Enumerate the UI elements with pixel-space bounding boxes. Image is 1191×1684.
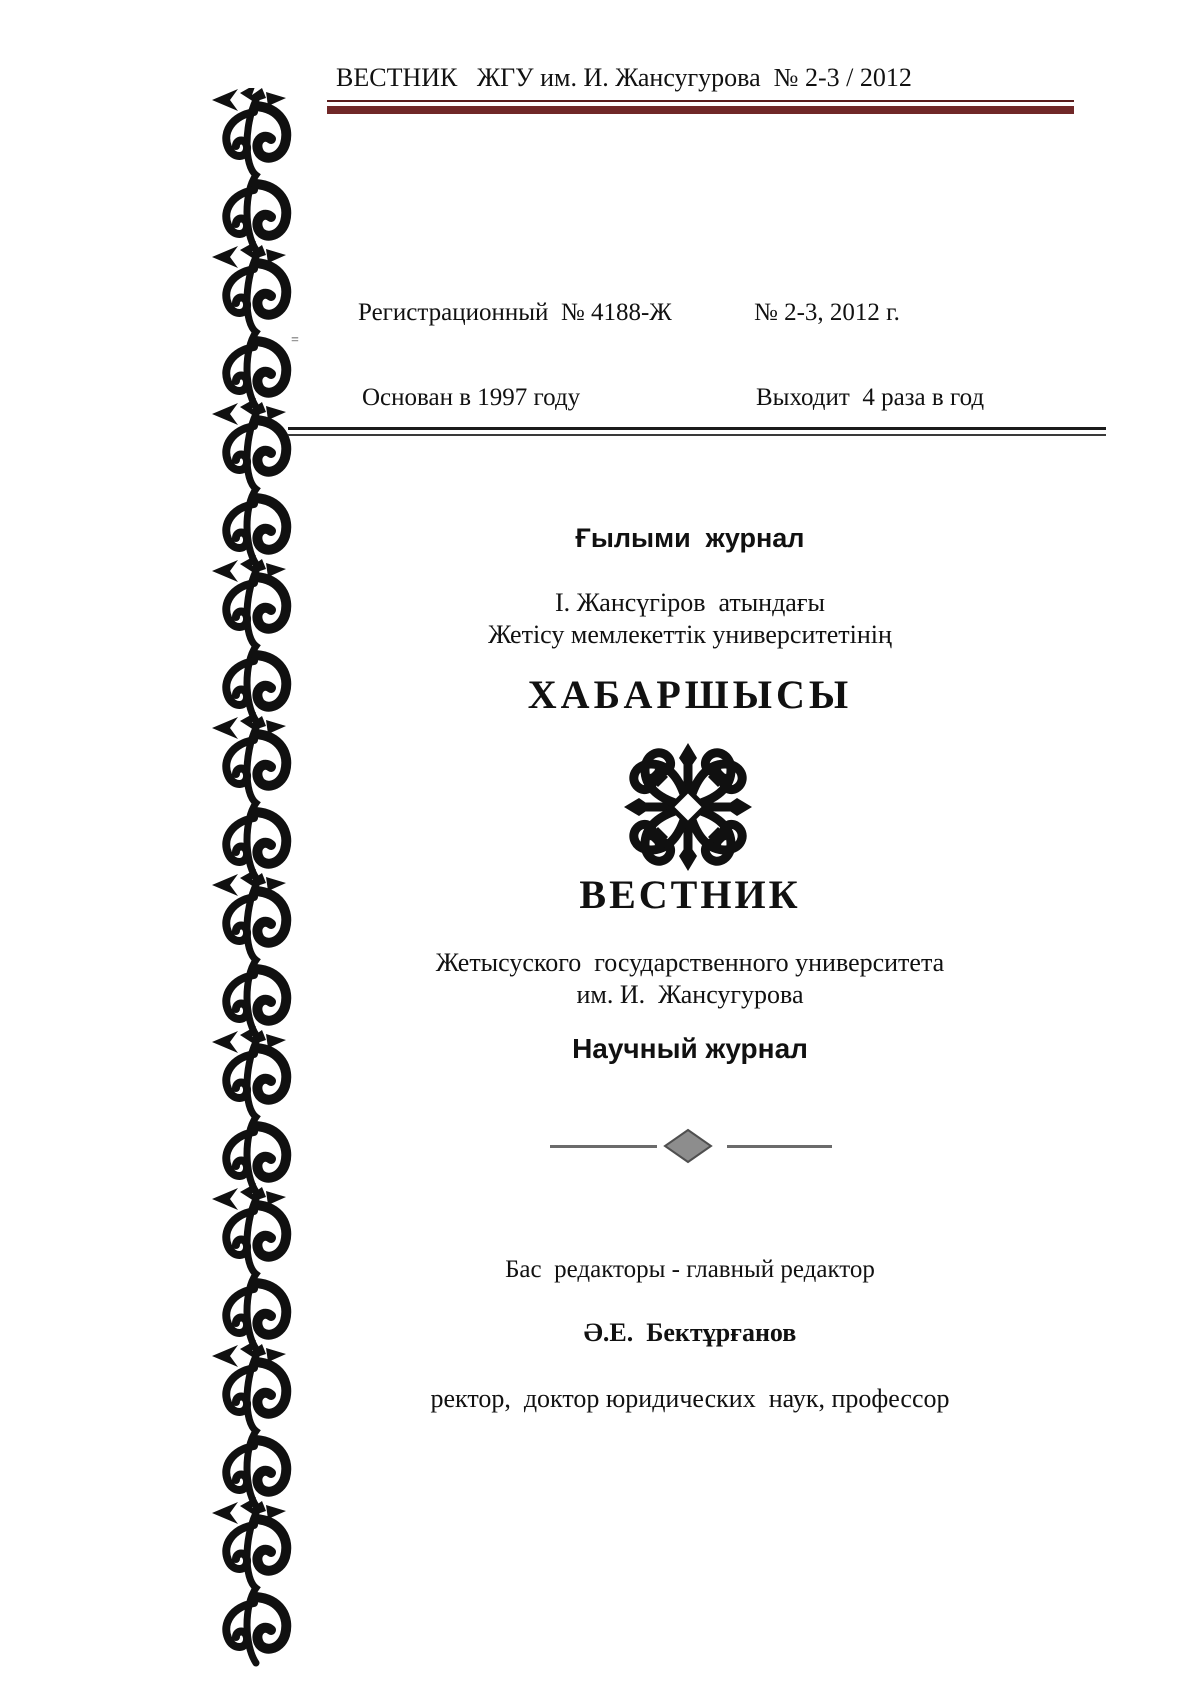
header-rule-thick [327, 106, 1074, 114]
russian-university-line1: Жетысуского государственного университета [435, 948, 945, 977]
chief-editor-label: Бас редакторы - главный редактор [505, 1256, 875, 1283]
russian-title: ВЕСТНИК [579, 872, 801, 917]
publication-frequency: Выходит 4 раза в год [756, 384, 985, 411]
founded-year: Основан в 1997 году [362, 384, 581, 411]
kazakh-title: ХАБАРШЫСЫ [527, 672, 853, 717]
scan-artifact-equals: = [291, 333, 299, 348]
section-divider-rule [288, 427, 1106, 436]
russian-journal-type: Научный журнал [572, 1033, 808, 1064]
header-rule-thin [327, 100, 1074, 102]
russian-university-line2: им. И. Жансугурова [576, 980, 804, 1009]
kazakh-university-line1: І. Жансүгіров атындағы [555, 588, 825, 617]
issue-number: № 2-3, 2012 г. [754, 299, 900, 326]
chief-editor-title: ректор, доктор юридических наук, профессор [430, 1384, 950, 1413]
kazakh-journal-type: Ғылыми журнал [575, 523, 805, 553]
kazakh-ornament-emblem-icon [616, 740, 760, 874]
registration-number: Регистрационный № 4188-Ж [358, 299, 672, 326]
page-header: ВЕСТНИК ЖГУ им. И. Жансугурова № 2-3 / 2012 [336, 63, 912, 92]
chief-editor-name: Ә.Е. Бектұрғанов [583, 1318, 797, 1347]
kazakh-ornament-border-icon [210, 88, 294, 1668]
diamond-divider-icon [540, 1128, 840, 1168]
kazakh-university-line2: Жетісу мемлекеттік университетінің [488, 620, 892, 649]
